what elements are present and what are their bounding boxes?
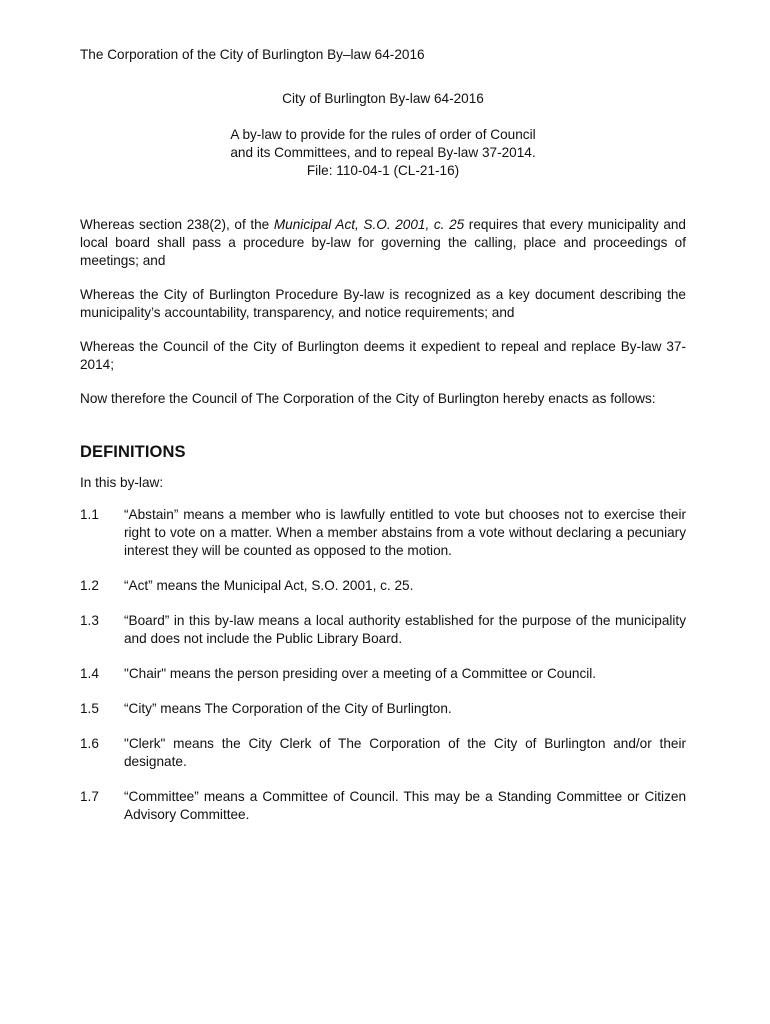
definition-item: [80, 612, 686, 648]
title-block: [80, 90, 686, 180]
recital-2: Whereas the City of Burlington Procedure By-law is recognized as a key document describing the municipality’s accountability, transparency, and notice requirements; and: [80, 287, 686, 320]
definition-item: [80, 700, 686, 718]
recital-3: Whereas the Council of the City of Burlington deems it expedient to repeal and replace By-law 37-2014;: [80, 339, 686, 372]
definitions-heading: DEFINITIONS: [80, 443, 186, 461]
definition-item: [80, 665, 686, 683]
purpose-line-1: A by-law to provide for the rules of order of Council: [230, 127, 536, 142]
definition-item: [80, 577, 686, 595]
recital-1-text-end: requires that every municipality and local board shall pass a procedure by-law for governing the calling, place and proceedings of meetings; and: [80, 217, 686, 268]
document-page: [80, 46, 686, 841]
definition-number: 1.6: [80, 736, 99, 751]
definition-text: “Abstain” means a member who is lawfully entitled to vote but chooses not to exercise their right to vote on a matter. When a member abstains from a vote without declaring a pecuniary interest they will be counted as opposed to the motion.: [124, 507, 686, 558]
definition-number: 1.2: [80, 578, 99, 593]
definition-number: 1.4: [80, 666, 99, 681]
definition-number: 1.1: [80, 507, 99, 522]
recital-1: [80, 216, 686, 270]
purpose-line-2: and its Committees, and to repeal By-law 37-2014.: [230, 145, 536, 160]
definition-text: "Chair" means the person presiding over a meeting of a Committee or Council.: [124, 666, 597, 681]
running-header: The Corporation of the City of Burlington By–law 64-2016: [80, 47, 425, 62]
document-title: City of Burlington By-law 64-2016: [282, 91, 484, 106]
definition-number: 1.5: [80, 701, 99, 716]
definition-text: “City” means The Corporation of the City of Burlington.: [124, 701, 452, 716]
definition-item: [80, 788, 686, 824]
recital-1-text-start: Whereas section 238(2), of the: [80, 217, 274, 232]
definitions-intro: In this by-law:: [80, 475, 164, 490]
definition-text: “Committee” means a Committee of Council. This may be a Standing Committee or Citizen Advisory Committee.: [124, 789, 686, 822]
act-citation: Municipal Act, S.O. 2001, c. 25: [273, 217, 465, 232]
definition-item: [80, 735, 686, 771]
definition-number: 1.3: [80, 613, 99, 628]
definitions-list: [80, 506, 686, 824]
file-reference: File: 110-04-1 (CL-21-16): [306, 163, 460, 178]
definition-item: [80, 506, 686, 560]
definition-text: “Board” in this by-law means a local authority established for the purpose of the municipality and does not include the Public Library Board.: [124, 613, 686, 646]
recitals: [80, 216, 686, 408]
definition-text: "Clerk" means the City Clerk of The Corporation of the City of Burlington and/or their designate.: [124, 736, 686, 769]
definition-text: “Act” means the Municipal Act, S.O. 2001, c. 25.: [124, 578, 414, 593]
definition-number: 1.7: [80, 789, 99, 804]
enacting-clause: Now therefore the Council of The Corporation of the City of Burlington hereby enacts as follows:: [80, 391, 656, 406]
